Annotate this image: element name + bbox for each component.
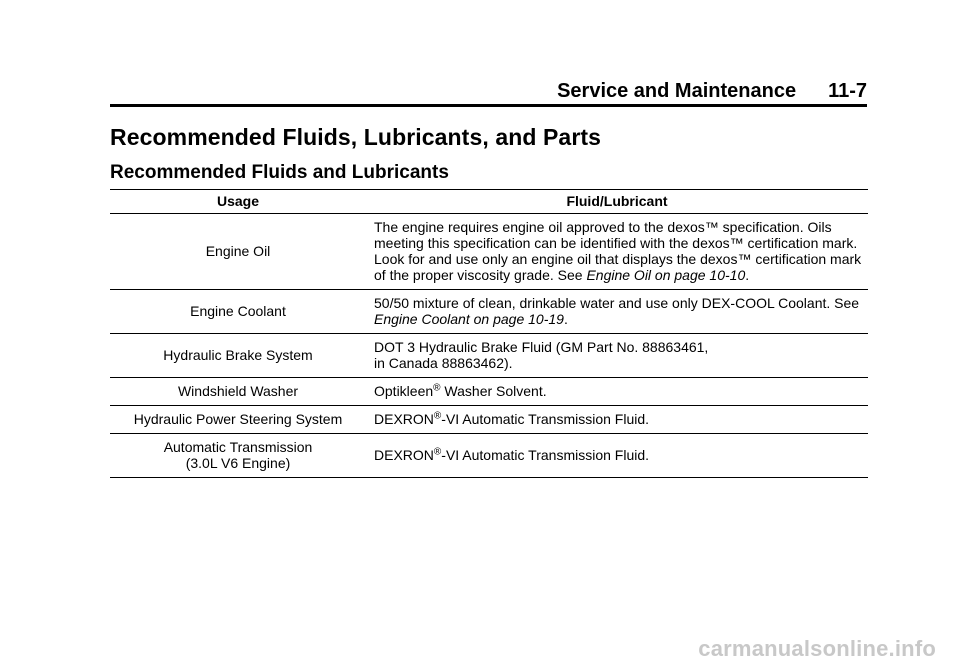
page-number: 11-7 [828,80,867,102]
table-row [110,406,868,434]
fluid-cell [366,434,868,478]
page-reference-link[interactable]: Engine Oil on page 10-10 [586,267,746,283]
fluid-cell [366,290,868,334]
usage-cell: Hydraulic Power Steering System [110,406,366,434]
registered-mark: ® [433,446,442,458]
header-rule [110,104,867,107]
section-title: Service and Maintenance [557,80,797,102]
fluid-cell [366,214,868,290]
fluid-cell [366,406,868,434]
column-header-fluid: Fluid/Lubricant [366,190,868,214]
fluid-brand: Optikleen [374,383,434,399]
table-row [110,434,868,478]
table-row [110,214,868,290]
section-subtitle: Recommended Fluids and Lubricants [110,162,449,183]
fluids-table [110,189,868,478]
usage-cell: Engine Coolant [110,290,366,334]
page-reference-link[interactable]: Engine Coolant on page 10-19 [374,311,564,327]
fluid-tail: . [563,311,568,327]
fluid-line: in Canada 88863462). [374,355,513,371]
page-title: Recommended Fluids, Lubricants, and Parts [110,124,602,150]
fluid-brand: DEXRON [374,411,434,427]
fluid-cell [366,334,868,378]
table-row [110,290,868,334]
table-row [110,378,868,406]
fluid-rest: -VI Automatic Transmission Fluid. [441,447,650,463]
table-header-row [110,190,868,214]
fluid-brand: DEXRON [374,447,434,463]
usage-line: Automatic Transmission [163,439,313,455]
usage-cell: Engine Oil [110,214,366,290]
table-row [110,334,868,378]
fluid-tail: . [745,267,750,283]
registered-mark: ® [433,410,442,422]
usage-cell [110,434,366,478]
registered-mark: ® [433,382,441,394]
running-header [110,80,867,103]
fluid-line: DOT 3 Hydraulic Brake Fluid (GM Part No. 88863461, [374,339,709,355]
usage-cell: Hydraulic Brake System [110,334,366,378]
fluid-rest: Washer Solvent. [440,383,547,399]
usage-line: (3.0L V6 Engine) [185,455,291,471]
usage-cell: Windshield Washer [110,378,366,406]
fluid-rest: -VI Automatic Transmission Fluid. [441,411,650,427]
fluid-text: The engine requires engine oil approved to the dexos™ specification. Oils meeting this specification can be identified with the dexos™ certification mark. Look for and use only an engine oil that displays the dexos™ certification mark of the proper viscosity grade. See [374,219,862,283]
column-header-usage: Usage [110,190,366,214]
fluid-text: 50/50 mixture of clean, drinkable water and use only DEX-COOL Coolant. See [374,295,860,311]
site-watermark: carmanualsonline.info [698,636,936,661]
fluid-cell [366,378,868,406]
